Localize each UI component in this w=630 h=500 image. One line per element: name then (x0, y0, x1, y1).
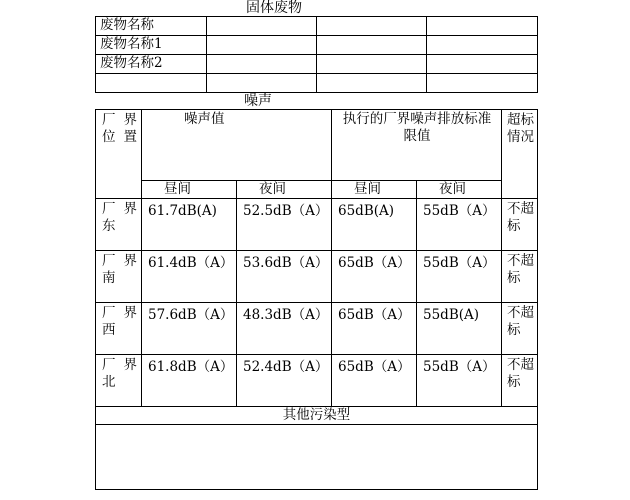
table-row (96, 74, 538, 93)
table-row (96, 425, 538, 490)
table-cell (317, 36, 427, 55)
table-cell (427, 17, 538, 36)
noise-title: 噪声 (244, 93, 272, 109)
table-cell (317, 17, 427, 36)
boundary-position-header: 厂界位置 (96, 110, 142, 199)
table-row (96, 407, 538, 425)
boundary-position-cell: 厂界东 (96, 199, 142, 251)
std-night-cell: 55dB(A) (417, 303, 502, 355)
status-cell: 不超标 (502, 303, 538, 355)
std-night-header: 夜间 (417, 181, 502, 199)
night-header: 夜间 (237, 181, 332, 199)
table-cell (427, 74, 538, 93)
noise-table (95, 109, 538, 490)
std-night-cell: 55dB（A） (417, 355, 502, 407)
table-cell (427, 36, 538, 55)
std-night-cell: 55dB（A） (417, 199, 502, 251)
boundary-position-cell: 厂界南 (96, 251, 142, 303)
day-value-cell: 61.8dB（A） (142, 355, 237, 407)
table-row (96, 36, 538, 55)
solid-waste-title: 固体废物 (246, 0, 302, 16)
waste-name-cell: 废物名称 (96, 17, 207, 36)
table-row (96, 303, 538, 355)
table-cell (207, 17, 317, 36)
std-day-cell: 65dB（A） (332, 303, 417, 355)
night-value-cell: 52.4dB（A） (237, 355, 332, 407)
table-cell (207, 74, 317, 93)
table-cell (317, 55, 427, 74)
other-pollution-title: 其他污染型 (96, 407, 538, 425)
table-row (96, 251, 538, 303)
status-cell: 不超标 (502, 355, 538, 407)
table-cell (207, 55, 317, 74)
table-row (96, 355, 538, 407)
night-value-cell: 52.5dB（A） (237, 199, 332, 251)
standard-limit-header: 执行的厂界噪声排放标准限值 (332, 110, 502, 181)
exceed-status-header: 超标情况 (502, 110, 538, 199)
table-row (96, 17, 538, 36)
waste-name-cell: 废物名称2 (96, 55, 207, 74)
day-value-cell: 61.4dB（A） (142, 251, 237, 303)
boundary-position-cell: 厂界西 (96, 303, 142, 355)
std-day-header: 昼间 (332, 181, 417, 199)
boundary-position-cell: 厂界北 (96, 355, 142, 407)
table-cell (427, 55, 538, 74)
day-header: 昼间 (142, 181, 237, 199)
waste-name-cell: 废物名称1 (96, 36, 207, 55)
table-cell (317, 74, 427, 93)
std-night-cell: 55dB（A） (417, 251, 502, 303)
noise-value-header: 噪声值 (142, 110, 332, 181)
table-row (96, 181, 538, 199)
table-row (96, 55, 538, 74)
night-value-cell: 53.6dB（A） (237, 251, 332, 303)
std-day-cell: 65dB（A） (332, 355, 417, 407)
table-row (96, 110, 538, 181)
waste-name-cell (96, 74, 207, 93)
status-cell: 不超标 (502, 251, 538, 303)
std-day-cell: 65dB（A） (332, 251, 417, 303)
std-day-cell: 65dB(A) (332, 199, 417, 251)
night-value-cell: 48.3dB（A） (237, 303, 332, 355)
table-row (96, 199, 538, 251)
status-cell: 不超标 (502, 199, 538, 251)
other-pollution-content (96, 425, 538, 490)
day-value-cell: 57.6dB（A） (142, 303, 237, 355)
table-cell (207, 36, 317, 55)
solid-waste-table (95, 16, 538, 93)
day-value-cell: 61.7dB(A) (142, 199, 237, 251)
